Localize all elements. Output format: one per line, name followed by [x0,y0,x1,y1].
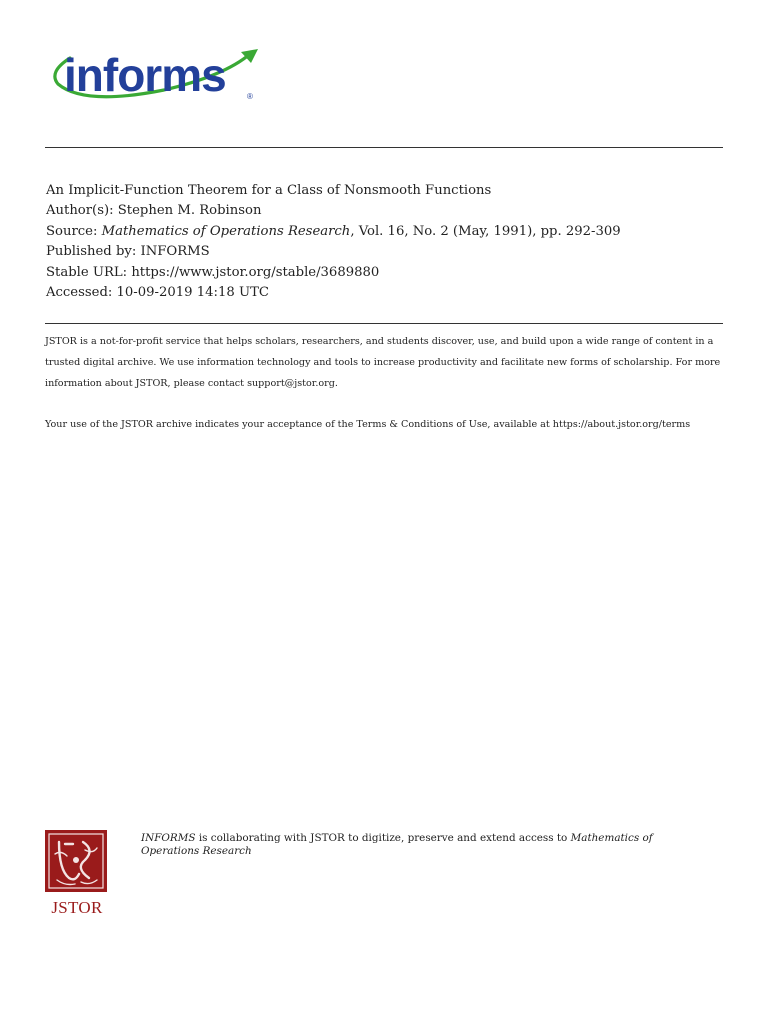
author-line [46,201,726,221]
source-line [46,222,726,242]
accessed-line [46,283,726,303]
notice-paragraph-terms: Your use of the JSTOR archive indicates your acceptance of the Terms & Conditions of Use, available at https://about.jstor.org/terms [45,419,691,430]
source-label: Source: [46,223,98,239]
logo-trademark: ® [247,92,253,101]
publisher-name: INFORMS [140,244,210,260]
jstor-wordmark: JSTOR [51,898,103,917]
jstor-notice [45,331,725,435]
source-journal: Mathematics of Operations Research [101,223,351,239]
citation-block [46,181,726,303]
author-name: Stephen M. Robinson [117,203,262,219]
publisher-label: Published by: [46,244,137,260]
collaboration-note [141,832,701,857]
logo-text: informs [64,49,226,101]
citation-divider [45,323,723,324]
accessed-date: 10-09-2019 14:18 UTC [116,285,269,301]
source-details: , Vol. 16, No. 2 (May, 1991), pp. 292-309 [350,223,621,239]
author-label: Author(s): [46,203,114,219]
publisher-line [46,242,726,262]
informs-logo [44,46,260,102]
stable-url-link[interactable]: https://www.jstor.org/stable/3689880 [131,264,380,280]
footer-publisher: INFORMS [141,832,196,844]
header-divider [45,147,723,148]
notice-paragraph-service: JSTOR is a not-for-profit service that helps scholars, researchers, and students discover, use, and build upon a wide range of content in a trusted digital archive. We use information technology and tools to increase productivity and facilitate new forms of scholarship. For more information about JSTOR, please contact support@jstor.org. [45,336,721,389]
article-title: An Implicit-Function Theorem for a Class of Nonsmooth Functions [46,183,492,198]
footer-text: is collaborating with JSTOR to digitize, preserve and extend access to [195,832,571,844]
stable-url-line [46,263,726,283]
stable-url-label: Stable URL: [46,264,128,280]
footer-journal: Mathematics of Operations Research [141,832,653,857]
accessed-label: Accessed: [46,285,113,301]
